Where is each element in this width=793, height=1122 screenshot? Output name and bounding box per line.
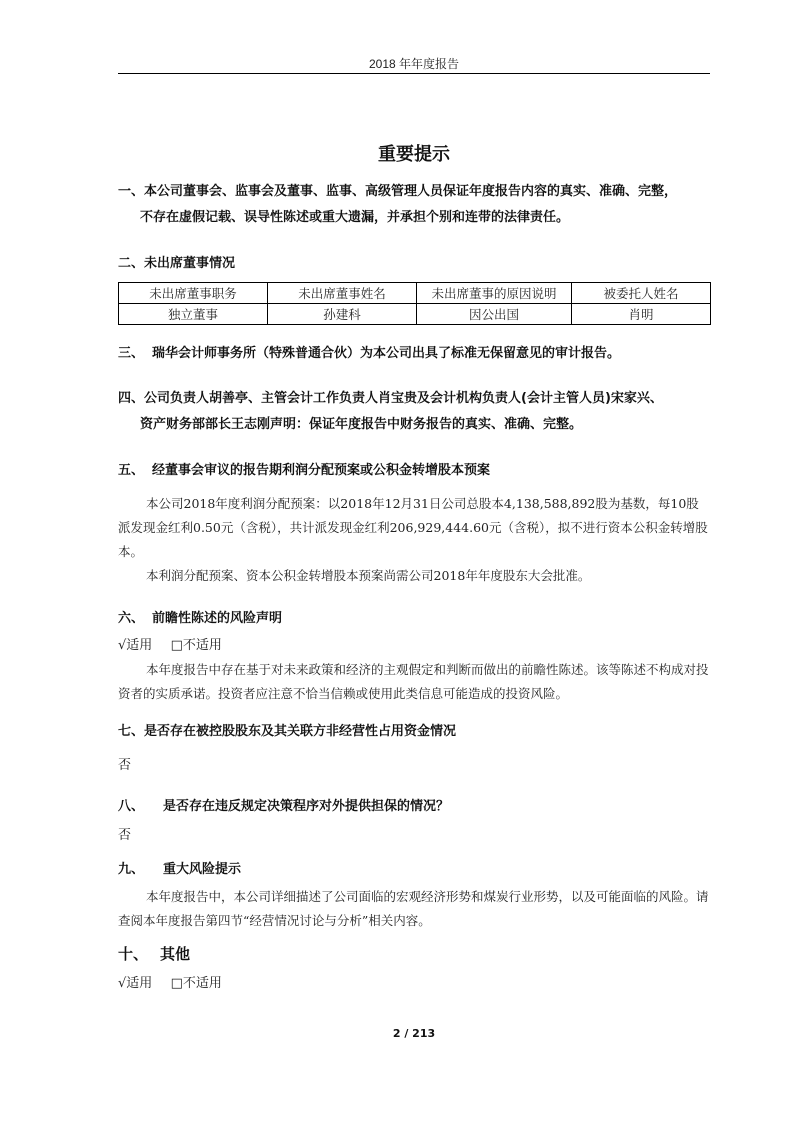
section-5-paragraph-2-text: 本利润分配预案、资本公积金转增股本预案尚需公司2018年年度股东大会批准。	[146, 568, 591, 583]
section-1-line-2: 不存在虚假记载、误导性陈述或重大遗漏，并承担个别和连带的法律责任。	[140, 210, 570, 225]
table-header-cell: 未出席董事的原因说明	[417, 283, 572, 304]
section-7-title: 是否存在被控股股东及其关联方非经营性占用资金情况	[144, 724, 457, 739]
table-header-cell: 未出席董事职务	[119, 283, 268, 304]
absent-directors-table	[118, 282, 711, 325]
table-cell: 孙建科	[268, 304, 417, 325]
section-10-heading	[118, 944, 190, 964]
table-cell: 独立董事	[119, 304, 268, 325]
section-3-number: 三、	[118, 346, 145, 361]
table-header-cell: 未出席董事姓名	[268, 283, 417, 304]
section-4-line-2: 资产财务部部长王志刚声明：保证年度报告中财务报告的真实、准确、完整。	[140, 417, 583, 432]
applicable-checkbox: √适用	[118, 976, 153, 991]
section-2-number: 二、	[118, 256, 145, 271]
section-5-paragraph-2	[118, 564, 710, 588]
section-6-paragraph-1	[118, 658, 710, 706]
page-title: 重要提示	[378, 144, 450, 165]
table-row	[119, 304, 711, 325]
section-4-number: 四、	[118, 391, 145, 406]
table-header-cell: 被委托人姓名	[572, 283, 711, 304]
section-8-answer: 否	[118, 828, 132, 843]
section-10-number: 十、	[118, 945, 149, 963]
section-7-number: 七、	[118, 724, 145, 739]
section-6-number: 六、	[118, 611, 145, 626]
section-5-paragraph-1	[118, 492, 710, 564]
section-8-heading	[118, 797, 449, 817]
section-9-title: 重大风险提示	[163, 862, 242, 877]
section-10-title: 其他	[160, 945, 191, 963]
section-7-answer: 否	[118, 758, 132, 773]
section-7-heading	[118, 722, 456, 742]
section-9-heading	[118, 860, 241, 880]
header-divider	[118, 73, 710, 74]
section-8-number: 八、	[118, 799, 145, 814]
section-2-heading	[118, 254, 235, 274]
table-cell: 肖明	[572, 304, 711, 325]
section-5-title: 经董事会审议的报告期利润分配预案或公积金转增股本预案	[152, 463, 491, 478]
section-4-line-1: 公司负责人胡善亭、主管会计工作负责人肖宝贵及会计机构负责人(会计主管人员)宋家兴、	[144, 391, 663, 406]
section-6-title: 前瞻性陈述的风险声明	[152, 611, 283, 626]
section-6-applicability	[118, 636, 222, 656]
section-1-number: 一、	[118, 184, 145, 199]
table-cell: 因公出国	[417, 304, 572, 325]
section-9-paragraph-1	[118, 885, 710, 933]
section-9-number: 九、	[118, 862, 145, 877]
section-10-applicability	[118, 974, 222, 994]
table-header-row	[119, 283, 711, 304]
not-applicable-checkbox: □不适用	[170, 638, 222, 653]
applicable-checkbox: √适用	[118, 638, 153, 653]
section-1-heading	[118, 182, 677, 202]
section-2-title: 未出席董事情况	[144, 256, 236, 271]
section-6-heading	[118, 609, 282, 629]
section-8-title: 是否存在违反规定决策程序对外提供担保的情况？	[163, 799, 450, 814]
section-4-heading	[118, 389, 663, 409]
section-1-line-1: 本公司董事会、监事会及董事、监事、高级管理人员保证年度报告内容的真实、准确、完整，	[144, 184, 678, 199]
page-number: 2 / 213	[392, 1027, 436, 1040]
section-3-text: 瑞华会计师事务所（特殊普通合伙）为本公司出具了标准无保留意见的审计报告。	[152, 346, 621, 361]
section-9-paragraph-1-text: 本年度报告中，本公司详细描述了公司面临的宏观经济形势和煤炭行业形势，以及可能面临的风险。请查阅本年度报告第四节“经营情况讨论与分析”相关内容。	[118, 889, 709, 928]
section-5-number: 五、	[118, 463, 145, 478]
running-header: 2018 年年度报告	[368, 57, 460, 71]
not-applicable-checkbox: □不适用	[170, 976, 222, 991]
section-5-heading	[118, 461, 490, 481]
section-5-paragraph-1-text: 本公司2018年度利润分配预案：以2018年12月31日公司总股本4,138,588,892股为基数，每10股派发现金红利0.50元（含税），共计派发现金红利206,929,444.60元（含税），拟不进行资本公积金转增股本。	[118, 496, 708, 559]
section-3-heading	[118, 344, 620, 364]
section-6-paragraph-1-text: 本年度报告中存在基于对未来政策和经济的主观假定和判断而做出的前瞻性陈述。该等陈述不构成对投资者的实质承诺。投资者应注意不恰当信赖或使用此类信息可能造成的投资风险。	[118, 662, 709, 701]
